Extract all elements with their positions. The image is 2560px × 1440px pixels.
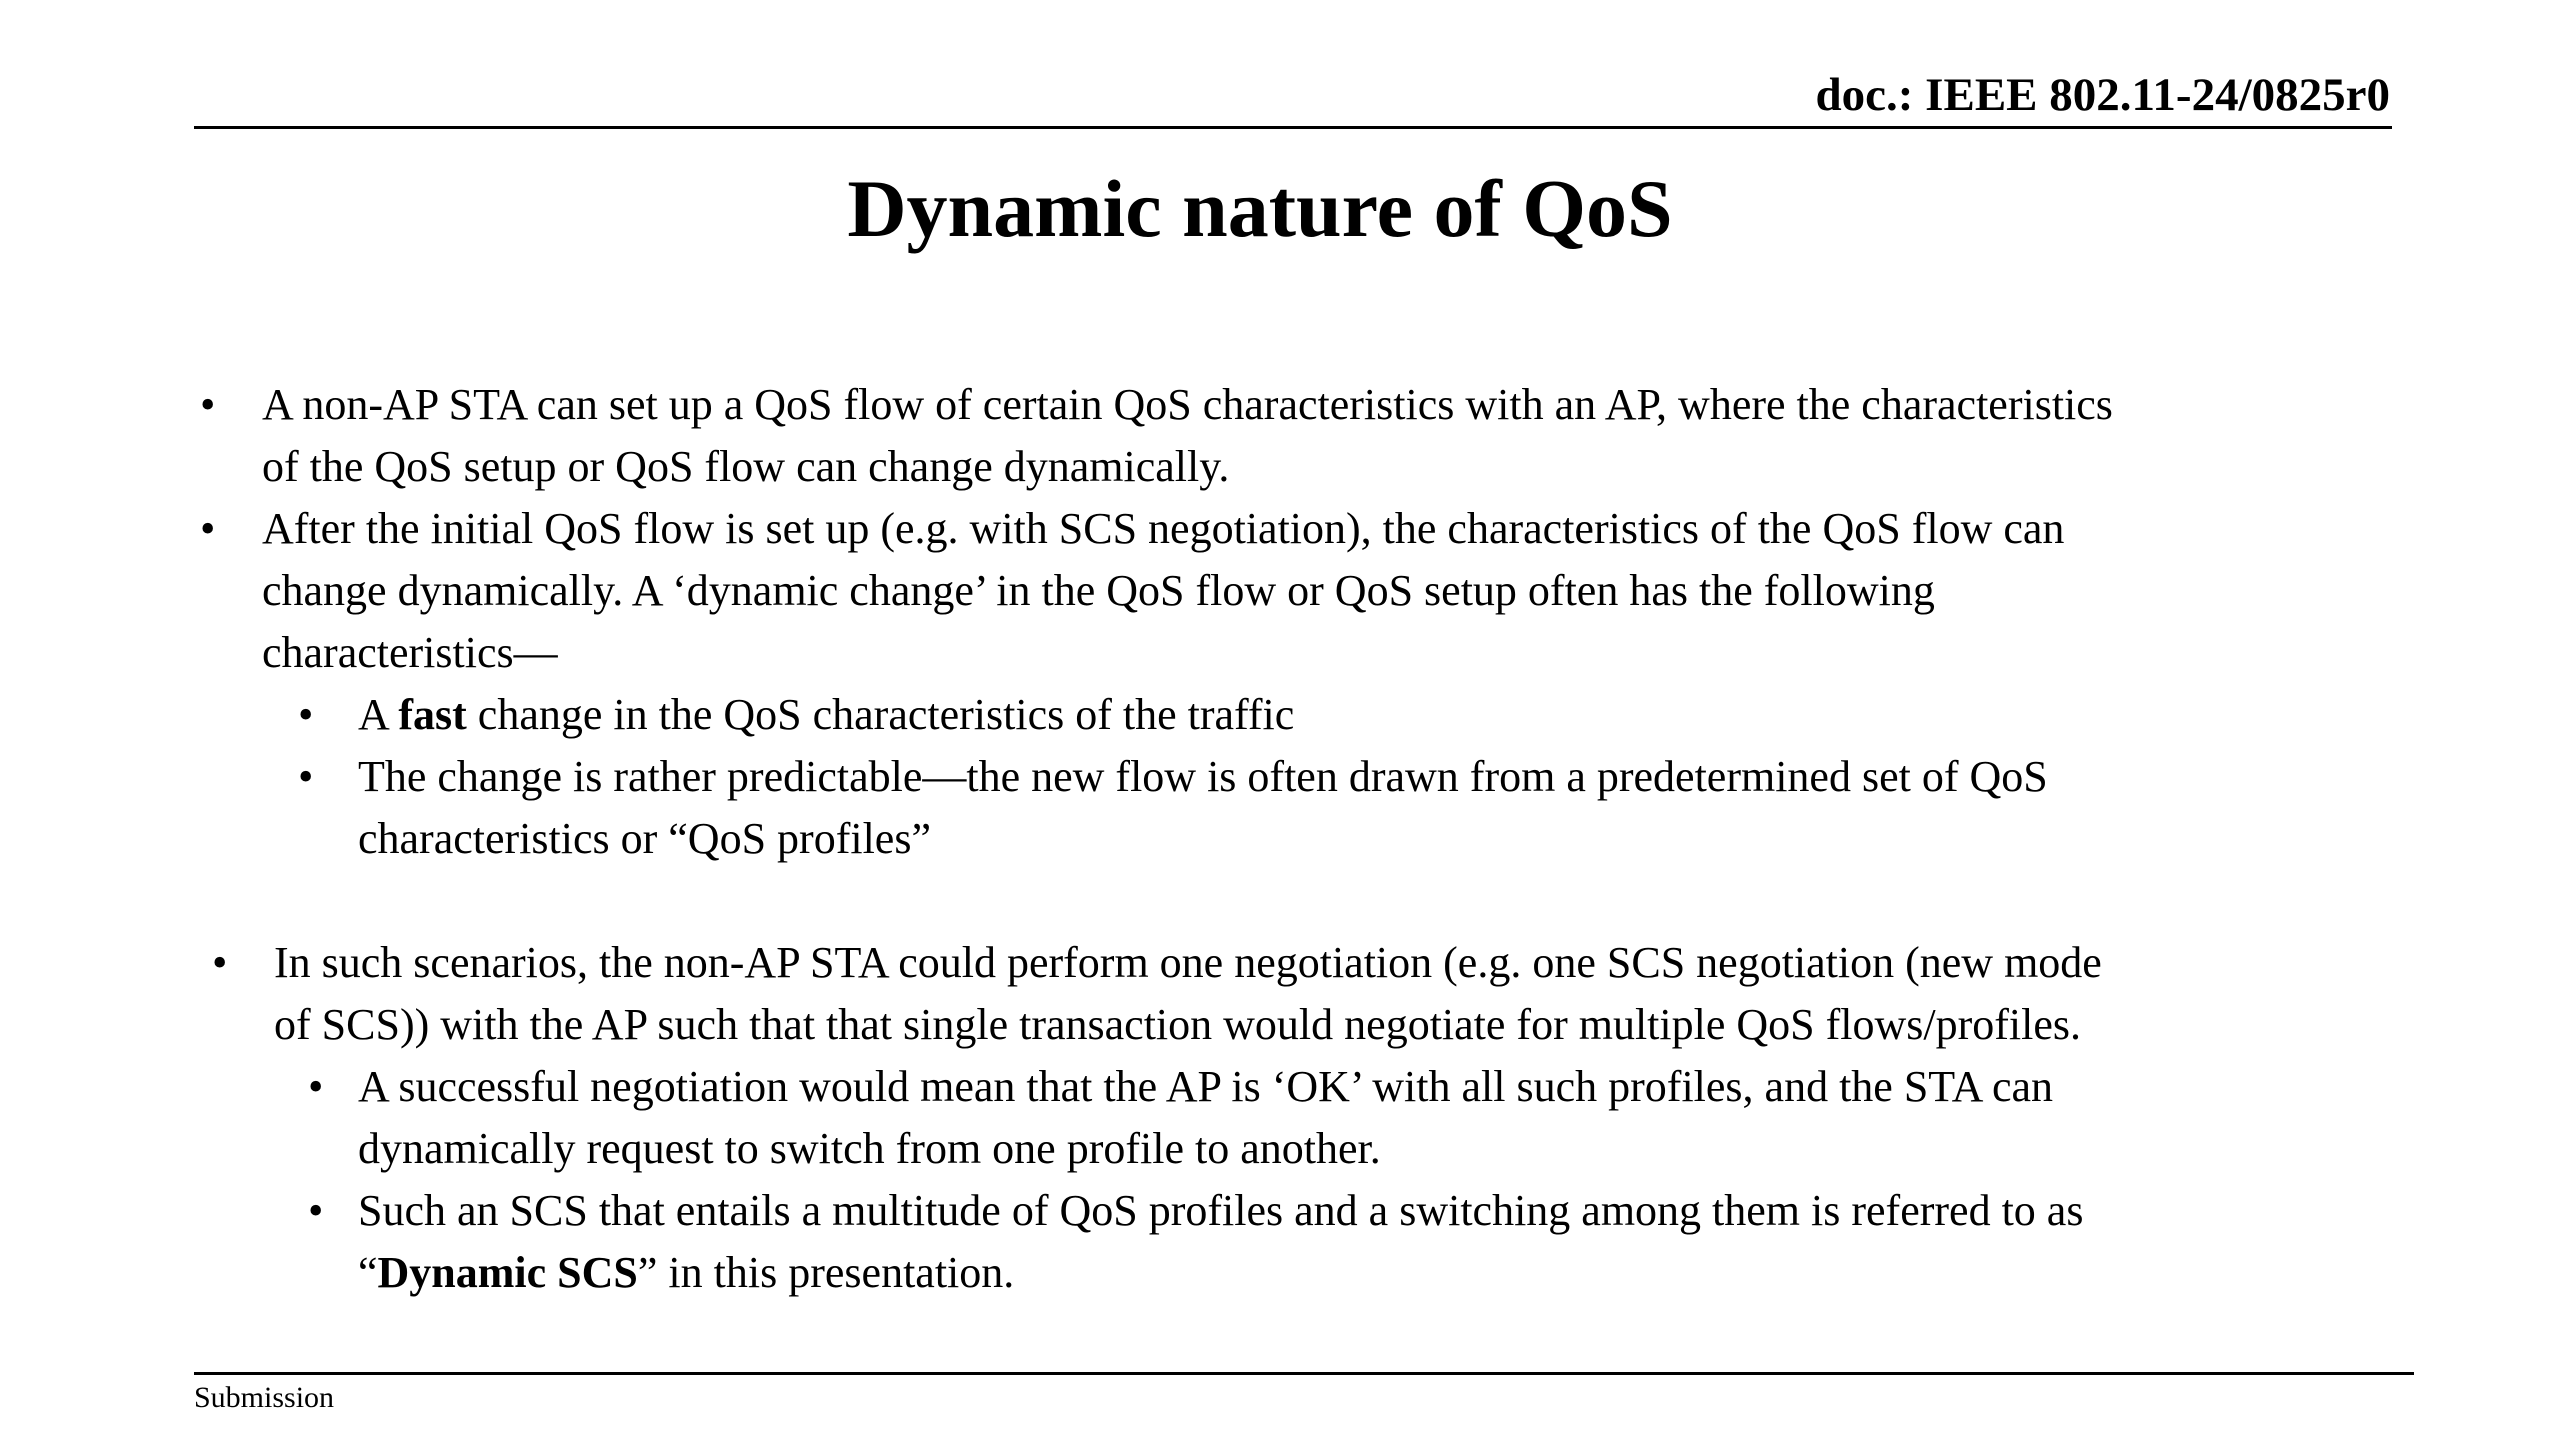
bullet-3 (190, 932, 2340, 1056)
sub-1-bold: fast (398, 690, 467, 739)
bullet-dot: • (212, 938, 228, 987)
bullet-2-sub-1-line (358, 684, 2340, 746)
open-quote: “ (358, 1248, 378, 1297)
sub-1-pre: A (358, 690, 399, 739)
bullet-2-line-2: change dynamically. A ‘dynamic change’ in the QoS flow or QoS setup often has the following (262, 566, 1935, 615)
footer-rule (194, 1372, 2414, 1375)
bullet-3-sub-2-line-1: Such an SCS that entails a multitude of QoS profiles and a switching among them is referred to as (358, 1186, 2084, 1235)
doc-id: doc.: IEEE 802.11-24/0825r0 (1815, 69, 2390, 121)
bullet-3-sub-1-line-1: A successful negotiation would mean that the AP is ‘OK’ with all such profiles, and the STA can (358, 1062, 2054, 1111)
bullet-2-sub-1 (190, 684, 2340, 746)
header-rule (194, 126, 2392, 129)
slide-title: Dynamic nature of QoS (847, 163, 1673, 254)
bullet-2-sub-2 (190, 746, 2340, 870)
bullet-dot: • (308, 1186, 324, 1235)
bullet-3-sub-2-line-2 (358, 1242, 2340, 1304)
bullet-3-sub-2 (190, 1180, 2340, 1304)
line-rest: ” in this presentation. (637, 1248, 1015, 1297)
bullet-dot: • (308, 1062, 324, 1111)
bullet-dot: • (298, 752, 314, 801)
slide-content (190, 374, 2340, 1304)
bullet-1 (190, 374, 2340, 498)
bullet-2 (190, 498, 2340, 684)
bullet-3-sub-1-line-2: dynamically request to switch from one profile to another. (358, 1124, 1381, 1173)
bullet-dot: • (200, 504, 216, 553)
bullet-3-line-1: In such scenarios, the non-AP STA could perform one negotiation (e.g. one SCS negotiation (new mode (274, 938, 2102, 987)
bullet-2-line-3: characteristics— (262, 628, 558, 677)
bullet-2-sub-2-line-1: The change is rather predictable—the new flow is often drawn from a predetermined set of QoS (358, 752, 2048, 801)
bullet-2-sub-2-line-2: characteristics or “QoS profiles” (358, 814, 931, 863)
bullet-1-line-2: of the QoS setup or QoS flow can change dynamically. (262, 442, 1230, 491)
bullet-3-line-2: of SCS)) with the AP such that that single transaction would negotiate for multiple QoS flows/profiles. (274, 1000, 2082, 1049)
spacer (190, 870, 2340, 932)
footer-label: Submission (194, 1381, 335, 1414)
bullet-dot: • (298, 690, 314, 739)
bullet-1-line-1: A non-AP STA can set up a QoS flow of certain QoS characteristics with an AP, where the characteristics (262, 380, 2113, 429)
sub-1-post: change in the QoS characteristics of the traffic (466, 690, 1295, 739)
bullet-2-line-1: After the initial QoS flow is set up (e.g. with SCS negotiation), the characteristics of the QoS flow can (262, 504, 2065, 553)
bullet-3-sub-1 (190, 1056, 2340, 1180)
dynamic-scs-term: Dynamic SCS (377, 1248, 638, 1297)
bullet-dot: • (200, 380, 216, 429)
